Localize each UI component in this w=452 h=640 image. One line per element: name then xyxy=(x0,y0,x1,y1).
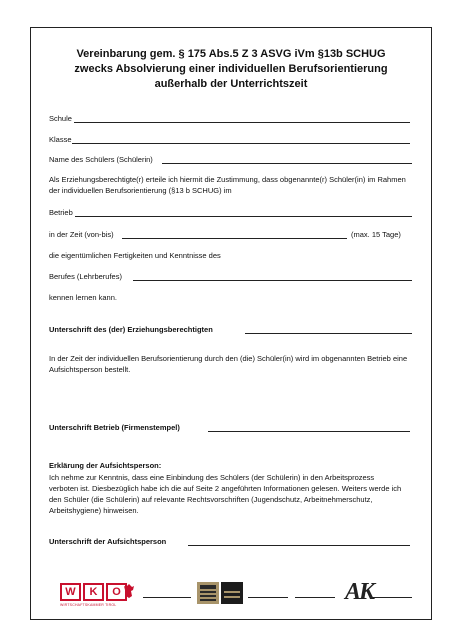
zeit-label: in der Zeit (von-bis) xyxy=(49,230,114,239)
betrieb-label: Betrieb xyxy=(49,208,73,217)
learn-text: kennen lernen kann. xyxy=(49,293,117,302)
declaration-title: Erklärung der Aufsichtsperson: xyxy=(49,461,162,470)
form-title-line-3: außerhalb der Unterrichtszeit xyxy=(154,78,308,90)
declaration-text: Ich nehme zur Kenntnis, dass eine Einbindung des Schülers (der Schülerin) in den Arbeitsprozess verboten ist. Diesbezüglich habe ich die auf Seite 2 angeführten Informationen gelesen. Weiters werde ich den Schüler (die Schülerin) auf relevante Rechtsvorschriften (Jugendschutz, Arbeitnehmerschutz, Arbeitshygiene) hinweisen. xyxy=(49,473,402,515)
form-frame xyxy=(30,27,432,620)
company-signature-field[interactable] xyxy=(208,431,410,432)
supervisor-signature-label: Unterschrift der Aufsichtsperson xyxy=(49,537,167,546)
supervision-text: In der Zeit der individuellen Berufsorientierung durch den (die) Schüler(in) wird im obgenannten Betrieb eine Aufsichtsperson bestellt. xyxy=(49,354,408,374)
klasse-label: Klasse xyxy=(49,135,72,144)
form-title-line-1: Vereinbarung gem. § 175 Abs.5 Z 3 ASVG iVm §13b SCHUG xyxy=(76,48,386,60)
schule-label: Schule xyxy=(49,114,72,123)
school-logo xyxy=(197,582,243,609)
tirol-eagle-icon xyxy=(123,583,135,599)
skills-text: die eigentümlichen Fertigkeiten und Kenntnisse des xyxy=(49,251,221,260)
parent-signature-label: Unterschrift des (der) Erziehungsberechtigten xyxy=(49,325,213,334)
betrieb-field[interactable] xyxy=(75,216,412,217)
wko-letter-k: K xyxy=(83,583,104,601)
parent-signature-field[interactable] xyxy=(245,333,412,334)
klasse-field[interactable] xyxy=(72,143,410,144)
schule-field[interactable] xyxy=(74,122,410,123)
supervisor-signature-field[interactable] xyxy=(188,545,410,546)
footer-divider-4 xyxy=(372,597,412,598)
schueler-field[interactable] xyxy=(162,163,412,164)
school-emblem-icon xyxy=(197,582,243,604)
zeit-field[interactable] xyxy=(122,238,347,239)
ak-logo xyxy=(345,580,373,604)
berufes-field[interactable] xyxy=(133,280,412,281)
wko-logo xyxy=(60,582,129,607)
footer-divider-1 xyxy=(143,597,191,598)
form-title-line-2: zwecks Absolvierung einer individuellen Berufsorientierung xyxy=(74,63,388,75)
footer-divider-2 xyxy=(248,597,288,598)
max-days-note: (max. 15 Tage) xyxy=(351,230,401,239)
berufes-label: Berufes (Lehrberufes) xyxy=(49,272,122,281)
wko-letter-w: W xyxy=(60,583,81,601)
schueler-label: Name des Schülers (Schülerin) xyxy=(49,155,153,164)
consent-text: Als Erziehungsberechtigte(r) erteile ich hiermit die Zustimmung, dass obgenannte(r) Schüler(in) im Rahmen der individuellen Berufsorientierung (§13 b SCHUG) im xyxy=(49,175,406,195)
company-signature-label: Unterschrift Betrieb (Firmenstempel) xyxy=(49,423,180,432)
footer-divider-3 xyxy=(295,597,335,598)
wko-letter-o: O xyxy=(106,583,127,601)
ak-logo-text: AK xyxy=(345,579,374,605)
wko-subtitle: WIRTSCHAFTSKAMMER TIROL xyxy=(60,603,117,607)
